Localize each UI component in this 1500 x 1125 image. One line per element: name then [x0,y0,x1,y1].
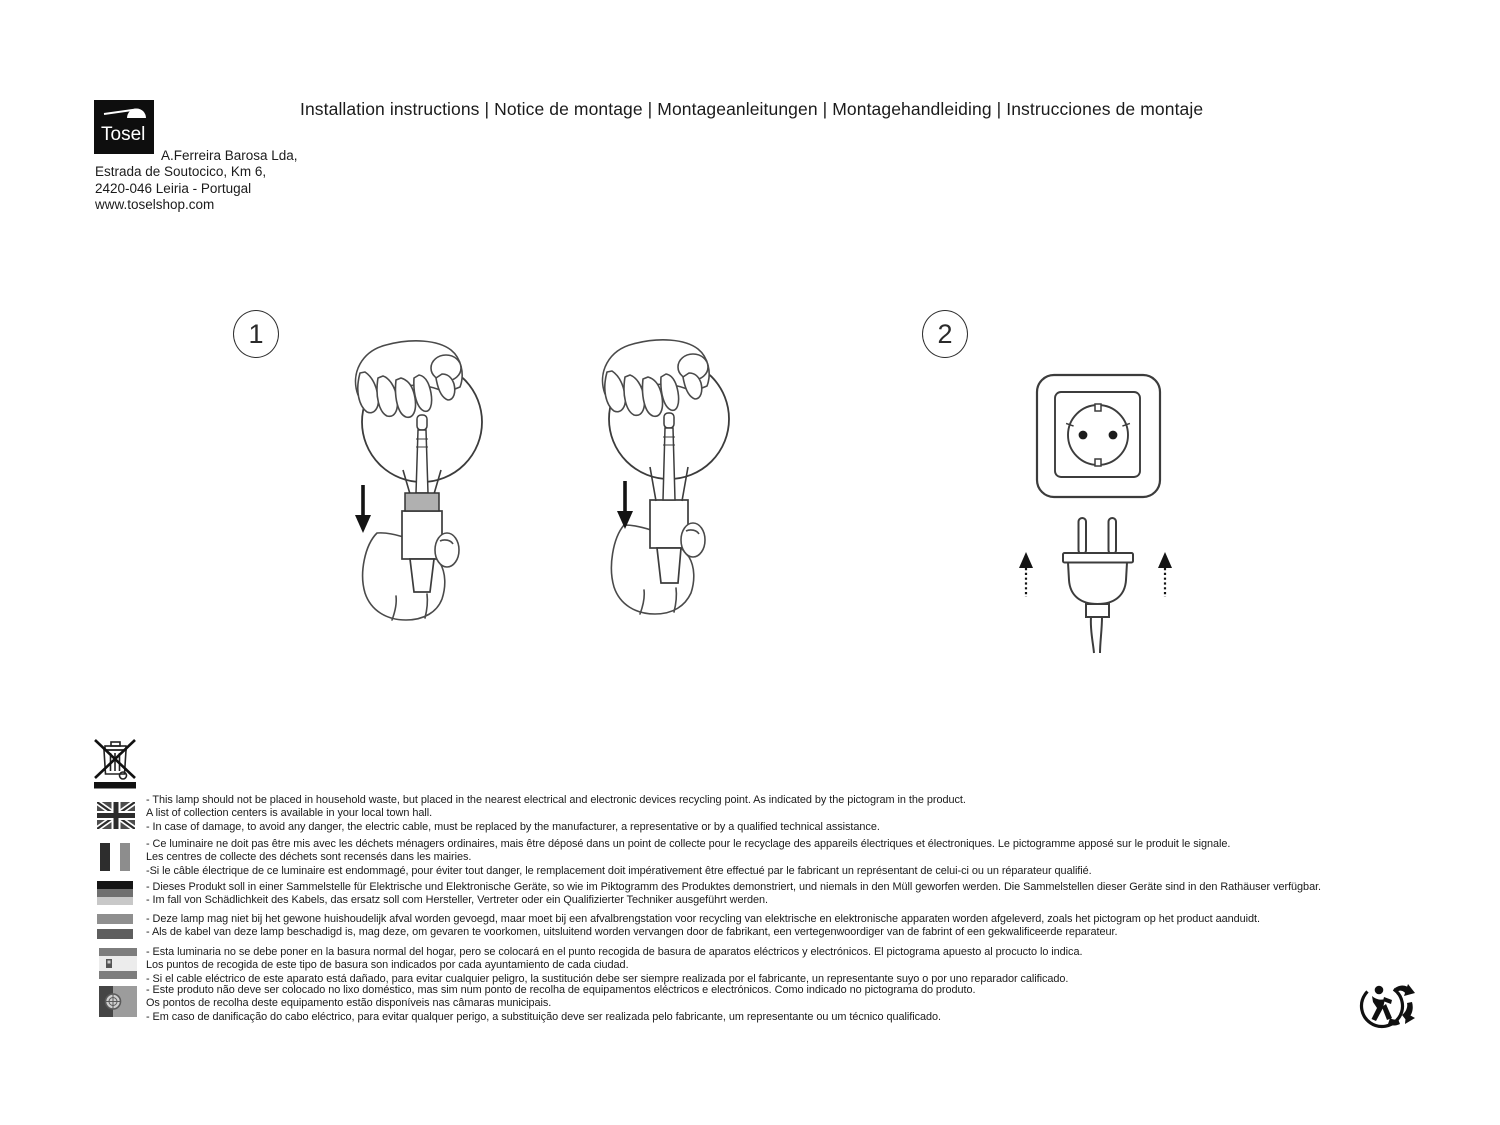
netherlands-flag-icon [97,914,133,940]
portugal-flag-icon [99,986,137,1017]
notice-line: - Si el cable eléctrico de este aparato está dañado, para evitar cualquier peligro, la sustitución debe ser siempre realizada por el fabricante, un representante suyo o por uno reparador calificado. [146,972,1069,985]
step-1-badge [233,310,279,358]
notice-line: A list of collection centers is available in your local town hall. [146,807,433,820]
notice-line: - Deze lamp mag niet bij het gewone huishoudelijk afval worden gevoegd, maar moet bij een afvalbrengstation voor recycling van elektrische en elektronische apparaten worden afgeleverd, zoals het pictogram op het product aanduidt. [146,913,1260,925]
socket-plug-illustration [1005,360,1205,660]
step-2-number: 2 [937,318,953,349]
france-flag-icon [100,843,130,871]
notice-english [146,794,966,834]
triman-recycle-icon [1358,976,1416,1036]
notice-line: Les centres de collecte des déchets sont recensés dans les mairies. [146,851,472,864]
notice-line: - In case of damage, to avoid any danger, the electric cable, must be replaced by the manufacturer, a representative or by a qualified technical assistance. [146,820,880,833]
page-title: Installation instructions | Notice de montage | Montageanleitungen | Montagehandleiding | Instrucciones de montaje [300,99,1204,119]
thumb-icon [435,533,459,567]
power-cord [1091,617,1102,653]
notice-line: Los puntos de recogida de este tipo de basura son indicados por cada ayuntamiento de cada ciudad. [146,959,629,972]
notice-line: Os pontos de recolha deste equipamento estão disponíveis nas câmaras municipais. [146,997,552,1010]
notice-french [146,838,1230,878]
down-arrow-icon [355,485,371,533]
notice-line: - Em caso de danificação do cabo eléctrico, para evitar qualquer perigo, a substituição deve ser realizada pelo fabricante, um representante ou um técnico qualificado. [146,1010,942,1023]
wall-socket-icon [1037,375,1160,497]
uk-flag-icon [97,802,135,829]
notice-line: - Esta luminaria no se debe poner en la basura normal del hogar, pero se colocará en el punto recogida de basura de aparatos eléctricos y electrónicos. El pictograma apuesto al procucto lo indica. [146,946,1083,958]
up-arrow-icon [1019,552,1033,597]
step-2-badge [922,310,968,358]
bulb-ferrule [405,493,439,511]
logo-brand-text: Tosel [101,124,146,145]
down-arrow-icon [617,481,633,529]
address-line: A.Ferreira Barosa Lda, [161,148,298,163]
notice-line: - Im fall von Schädlichkeit des Kabels, das ersatz soll com Hersteller, Vertreter oder ein Qualifizierter Techniker ausgeführt werden. [146,894,769,907]
up-arrow-icon [1158,552,1172,597]
notice-line: - Dieses Produkt soll in einer Sammelstelle für Elektrische und Elektronische Geräte, so wie im Piktogramm des Produktes demonstriert, und niemals in den Müll geworfen werden. Die Sammelstellen dieser Geräte sind in den Rathäuser verfügbar. [146,881,1322,893]
notice-spanish [146,946,1082,986]
notice-line: - This lamp should not be placed in household waste, but placed in the nearest electrical and electronic devices recycling point. As indicated by the pictogram in the product. [146,794,966,806]
notice-line: - Este produto não deve ser colocado no lixo doméstico, mas sim num ponto de recolha de equipamentos eléctricos e electrónicos. Como indicado no pictograma do produto. [146,984,976,996]
tosel-logo [94,100,154,154]
notice-german [146,881,1321,908]
spain-flag-icon [99,948,137,979]
bulb-insert-illustration-1 [330,335,500,625]
address-line: 2420-046 Leiria - Portugal [95,180,252,196]
power-plug-icon [1063,518,1133,653]
step-1-number: 1 [248,318,264,349]
notice-dutch [146,913,1260,940]
company-address [95,148,298,213]
bulb-insert-illustration-2 [590,335,750,615]
notice-portuguese [146,984,976,1024]
notice-line: - Ce luminaire ne doit pas être mis avec les déchets ménagers ordinaires, mais être déposé dans un point de collecte pour le recyclage des appareils électriques et électroniques. Le pictogramme apposé sur le produit le signale. [146,838,1231,850]
germany-flag-icon [97,881,133,905]
website-text: www.toselshop.com [95,196,215,212]
thumb-icon [681,523,705,557]
notice-line: - Als de kabel van deze lamp beschadigd is, mag deze, om gevaren te voorkomen, uitsluitend worden vervangen door de fabrikant, een vertegenwoordiger van de fabrint of een gekwalificeerde reparateur. [146,926,1118,939]
notice-line: -Si le câble électrique de ce luminaire est endommagé, pour éviter tout danger, le remplacement doit impérativement être effectué par le fabricant un représentant de celui-ci ou un réparateur qualifié. [146,864,1092,877]
address-line: Estrada de Soutocico, Km 6, [95,164,267,180]
weee-bin-icon [92,727,138,789]
